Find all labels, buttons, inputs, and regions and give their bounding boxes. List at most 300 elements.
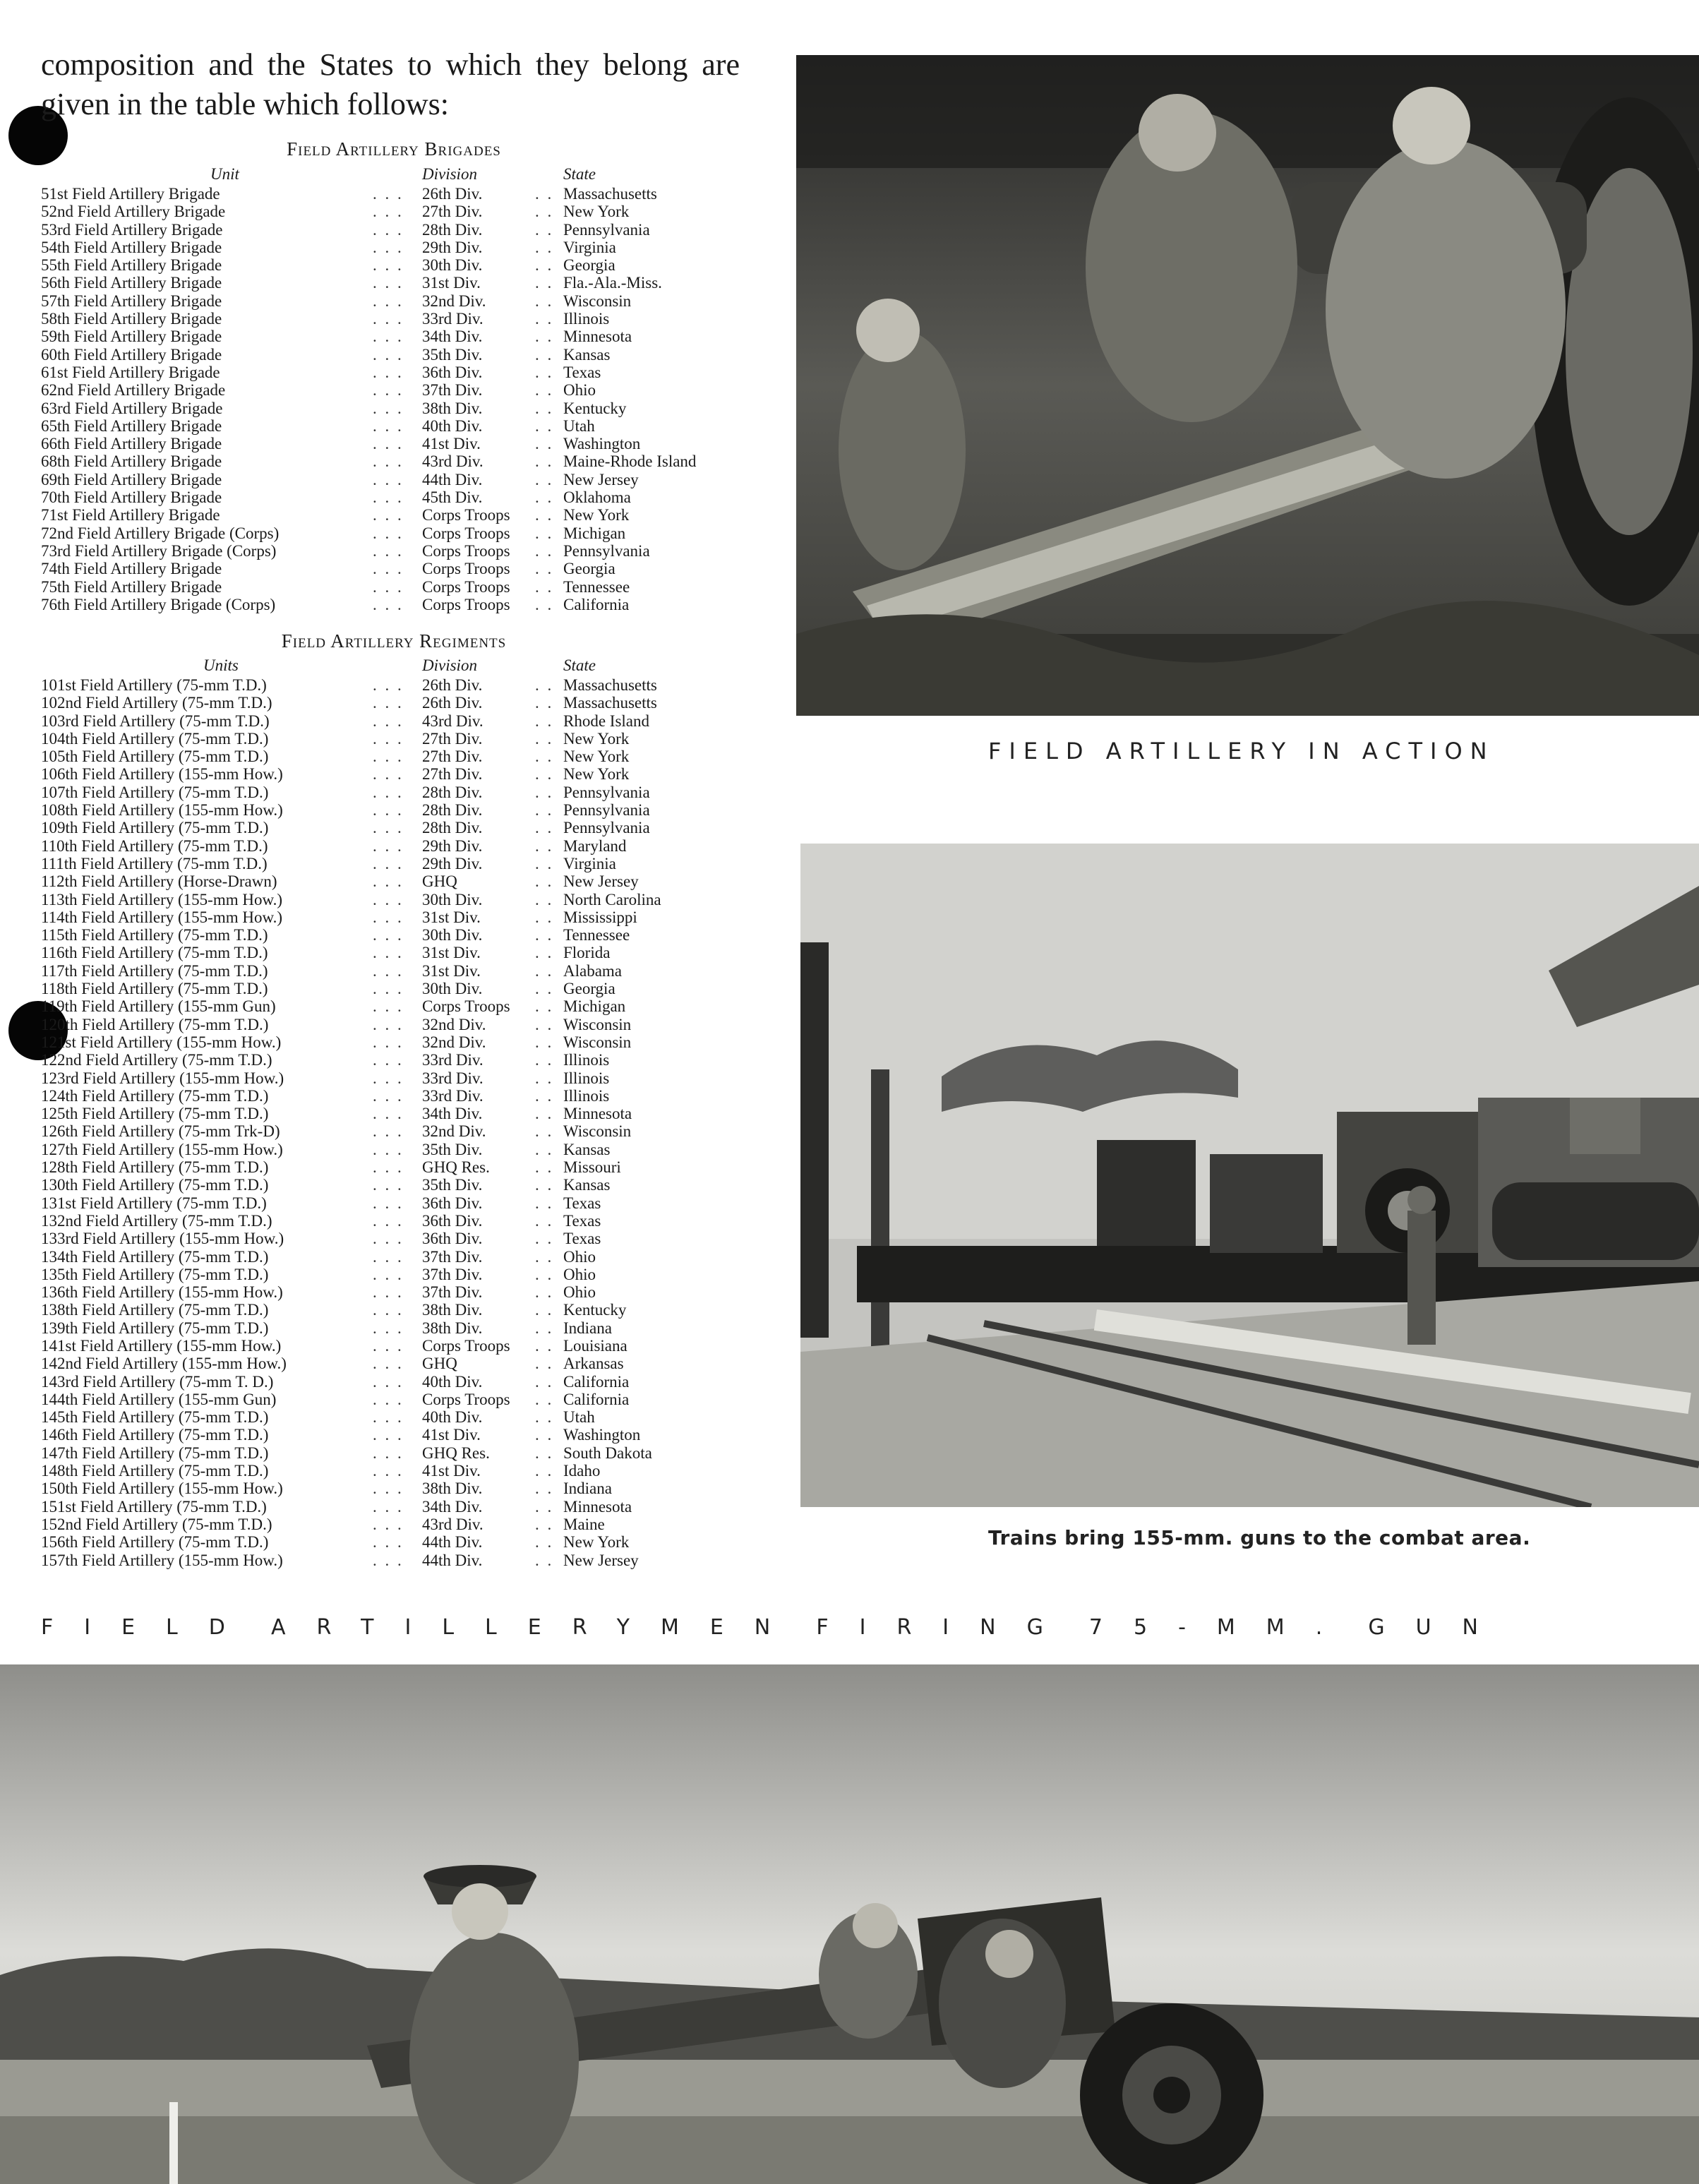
table-row <box>41 488 747 506</box>
dot-leader: . . <box>535 452 554 471</box>
unit-cell: 65th Field Artillery Brigade <box>41 416 222 435</box>
dot-leader: . . . <box>373 1140 404 1158</box>
state-cell: Michigan <box>563 997 626 1016</box>
division-cell: 38th Div. <box>422 1480 483 1498</box>
dot-leader: . . <box>535 1283 554 1302</box>
division-cell: Corps Troops <box>422 577 510 596</box>
dot-leader: . . . <box>373 765 404 784</box>
dot-leader: . . . <box>373 1462 404 1480</box>
table-row <box>41 765 747 783</box>
unit-cell: 58th Field Artillery Brigade <box>41 310 222 328</box>
dot-leader: . . <box>535 1176 554 1194</box>
unit-cell: 142nd Field Artillery (155-mm How.) <box>41 1355 287 1373</box>
column-header-state: State <box>563 165 596 183</box>
division-cell: 35th Div. <box>422 345 483 364</box>
dot-leader: . . <box>535 506 554 524</box>
dot-leader: . . <box>535 890 554 908</box>
dot-leader: . . . <box>373 1194 404 1212</box>
table-row <box>41 256 747 274</box>
unit-cell: 121st Field Artillery (155-mm How.) <box>41 1033 282 1051</box>
state-cell: Maine-Rhode Island <box>563 452 697 471</box>
photo-train-with-tractors <box>800 844 1699 1507</box>
dot-leader: . . <box>535 416 554 435</box>
table-row <box>41 1355 747 1372</box>
division-cell: 43rd Div. <box>422 1515 484 1533</box>
unit-cell: 59th Field Artillery Brigade <box>41 328 222 346</box>
division-cell: 37th Div. <box>422 381 483 400</box>
state-cell: Pennsylvania <box>563 541 650 560</box>
unit-cell: 115th Field Artillery (75-mm T.D.) <box>41 926 268 944</box>
photo-trains-155mm-guns <box>800 844 1699 1507</box>
unit-cell: 131st Field Artillery (75-mm T.D.) <box>41 1194 267 1212</box>
table-row <box>41 435 747 452</box>
table-row <box>41 1105 747 1122</box>
division-cell: 29th Div. <box>422 854 483 872</box>
unit-cell: 73rd Field Artillery Brigade (Corps) <box>41 541 277 560</box>
state-cell: Minnesota <box>563 1105 632 1123</box>
state-cell: Idaho <box>563 1462 601 1480</box>
dot-leader: . . . <box>373 1086 404 1105</box>
dot-leader: . . . <box>373 1033 404 1051</box>
state-cell: Louisiana <box>563 1336 628 1355</box>
table-row <box>41 730 747 748</box>
table-row <box>41 578 747 596</box>
column-header-unit: Unit <box>210 165 239 183</box>
dot-leader: . . <box>535 1533 554 1552</box>
table-row <box>41 819 747 836</box>
dot-leader: . . <box>535 944 554 962</box>
dot-leader: . . . <box>373 310 404 328</box>
state-cell: Pennsylvania <box>563 783 650 801</box>
unit-cell: 145th Field Artillery (75-mm T.D.) <box>41 1408 269 1427</box>
caption-word: GUN <box>1368 1615 1509 1640</box>
unit-cell: 114th Field Artillery (155-mm How.) <box>41 908 282 926</box>
table-row <box>41 328 747 345</box>
table-row <box>41 596 747 613</box>
state-cell: Minnesota <box>563 328 632 346</box>
table-row <box>41 784 747 801</box>
state-cell: Kansas <box>563 1176 611 1194</box>
state-cell: California <box>563 595 630 613</box>
state-cell: California <box>563 1372 630 1391</box>
table-row <box>41 1426 747 1444</box>
dot-leader: . . . <box>373 1390 404 1408</box>
division-cell: 32nd Div. <box>422 1033 486 1051</box>
dot-leader: . . . <box>373 488 404 507</box>
unit-cell: 55th Field Artillery Brigade <box>41 256 222 275</box>
division-cell: 37th Div. <box>422 1283 483 1302</box>
table-row <box>41 1033 747 1051</box>
state-cell: South Dakota <box>563 1444 652 1462</box>
state-cell: Minnesota <box>563 1497 632 1516</box>
unit-cell: 127th Field Artillery (155-mm How.) <box>41 1140 283 1158</box>
division-cell: 38th Div. <box>422 1319 483 1337</box>
photo-soldiers-loading-gun <box>796 55 1699 716</box>
division-cell: 28th Div. <box>422 220 483 239</box>
table-row <box>41 1158 747 1176</box>
unit-cell: 53rd Field Artillery Brigade <box>41 220 223 239</box>
unit-cell: 109th Field Artillery (75-mm T.D.) <box>41 819 269 837</box>
dot-leader: . . . <box>373 1158 404 1177</box>
dot-leader: . . <box>535 399 554 417</box>
dot-leader: . . <box>535 292 554 310</box>
state-cell: Illinois <box>563 1086 610 1105</box>
dot-leader: . . <box>535 1122 554 1141</box>
unit-cell: 126th Field Artillery (75-mm Trk-D) <box>41 1122 280 1141</box>
table-row <box>41 748 747 765</box>
table-row <box>41 524 747 542</box>
state-cell: Georgia <box>563 980 616 998</box>
state-cell: Texas <box>563 363 601 381</box>
dot-leader: . . <box>535 1265 554 1283</box>
division-cell: Corps Troops <box>422 595 510 613</box>
unit-cell: 74th Field Artillery Brigade <box>41 560 222 578</box>
division-cell: 31st Div. <box>422 908 481 926</box>
division-cell: Corps Troops <box>422 560 510 578</box>
table-row <box>41 310 747 328</box>
dot-leader: . . <box>535 363 554 381</box>
state-cell: Kentucky <box>563 399 627 417</box>
dot-leader: . . <box>535 577 554 596</box>
dot-leader: . . . <box>373 238 404 256</box>
dot-leader: . . <box>535 1336 554 1355</box>
division-cell: 27th Div. <box>422 729 483 748</box>
state-cell: New York <box>563 748 630 766</box>
state-cell: North Carolina <box>563 890 661 908</box>
table-row <box>41 908 747 926</box>
dot-leader: . . . <box>373 890 404 908</box>
dot-leader: . . <box>535 676 554 694</box>
state-cell: New Jersey <box>563 470 639 488</box>
dot-leader: . . <box>535 997 554 1016</box>
unit-cell: 152nd Field Artillery (75-mm T.D.) <box>41 1515 272 1533</box>
dot-leader: . . . <box>373 1211 404 1230</box>
dot-leader: . . . <box>373 470 404 488</box>
dot-leader: . . . <box>373 595 404 613</box>
state-cell: Oklahoma <box>563 488 631 507</box>
division-cell: 30th Div. <box>422 980 483 998</box>
dot-leader: . . . <box>373 1176 404 1194</box>
state-cell: Wisconsin <box>563 1015 632 1033</box>
unit-cell: 135th Field Artillery (75-mm T.D.) <box>41 1265 269 1283</box>
state-cell: Kansas <box>563 1140 611 1158</box>
dot-leader: . . . <box>373 560 404 578</box>
unit-cell: 70th Field Artillery Brigade <box>41 488 222 507</box>
dot-leader: . . . <box>373 926 404 944</box>
unit-cell: 112th Field Artillery (Horse-Drawn) <box>41 872 277 891</box>
caption-word: ARTILLERYMEN <box>270 1615 802 1640</box>
dot-leader: . . . <box>373 694 404 712</box>
dot-leader: . . <box>535 238 554 256</box>
table-row <box>41 1016 747 1033</box>
division-cell: 34th Div. <box>422 1497 483 1516</box>
dot-leader: . . . <box>373 203 404 221</box>
regiments-table <box>41 676 747 1569</box>
dot-leader: . . <box>535 560 554 578</box>
table-row <box>41 221 747 239</box>
unit-cell: 71st Field Artillery Brigade <box>41 506 220 524</box>
dot-leader: . . <box>535 524 554 542</box>
dot-leader: . . <box>535 1390 554 1408</box>
photo-75mm-gun-crew <box>0 1664 1699 2184</box>
table-row <box>41 944 747 961</box>
unit-cell: 105th Field Artillery (75-mm T.D.) <box>41 748 269 766</box>
dot-leader: . . . <box>373 712 404 730</box>
table-row <box>41 1087 747 1105</box>
division-cell: 44th Div. <box>422 470 483 488</box>
table-row <box>41 1283 747 1301</box>
state-cell: Arkansas <box>563 1355 624 1373</box>
state-cell: Texas <box>563 1230 601 1248</box>
division-cell: 33rd Div. <box>422 1051 484 1069</box>
division-cell: 34th Div. <box>422 328 483 346</box>
table-row <box>41 274 747 292</box>
division-cell: 33rd Div. <box>422 1086 484 1105</box>
state-cell: Wisconsin <box>563 1033 632 1051</box>
unit-cell: 147th Field Artillery (75-mm T.D.) <box>41 1444 269 1462</box>
table-row <box>41 1552 747 1569</box>
division-cell: 35th Div. <box>422 1140 483 1158</box>
division-cell: GHQ Res. <box>422 1444 490 1462</box>
regiments-column-headers <box>41 656 747 673</box>
dot-leader: . . <box>535 819 554 837</box>
photo-artillerymen-firing-75mm <box>0 1664 1699 2184</box>
dot-leader: . . <box>535 908 554 926</box>
unit-cell: 150th Field Artillery (155-mm How.) <box>41 1480 283 1498</box>
division-cell: 34th Div. <box>422 1105 483 1123</box>
table-row <box>41 712 747 730</box>
state-cell: Texas <box>563 1211 601 1230</box>
state-cell: Georgia <box>563 560 616 578</box>
division-cell: 26th Div. <box>422 185 483 203</box>
unit-cell: 133rd Field Artillery (155-mm How.) <box>41 1230 284 1248</box>
dot-leader: . . <box>535 1033 554 1051</box>
dot-leader: . . <box>535 748 554 766</box>
column-header-state: State <box>563 656 596 674</box>
division-cell: Corps Troops <box>422 524 510 542</box>
dot-leader: . . <box>535 980 554 998</box>
dot-leader: . . . <box>373 416 404 435</box>
dot-leader: . . <box>535 220 554 239</box>
dot-leader: . . <box>535 783 554 801</box>
dot-leader: . . . <box>373 1497 404 1516</box>
table-row <box>41 962 747 980</box>
unit-cell: 157th Field Artillery (155-mm How.) <box>41 1551 283 1569</box>
dot-leader: . . . <box>373 1122 404 1141</box>
unit-cell: 119th Field Artillery (155-mm Gun) <box>41 997 276 1016</box>
division-cell: 44th Div. <box>422 1551 483 1569</box>
state-cell: Kansas <box>563 345 611 364</box>
dot-leader: . . . <box>373 577 404 596</box>
table-row <box>41 1462 747 1480</box>
table-row <box>41 1337 747 1355</box>
caption-word: FIRING <box>816 1615 1074 1640</box>
table-row <box>41 1212 747 1230</box>
dot-leader: . . . <box>373 220 404 239</box>
regiments-heading: Field Artillery Regiments <box>281 630 507 652</box>
dot-leader: . . <box>535 1319 554 1337</box>
state-cell: Pennsylvania <box>563 220 650 239</box>
brigades-column-headers <box>41 165 747 182</box>
dot-leader: . . . <box>373 1372 404 1391</box>
table-row <box>41 801 747 819</box>
table-row <box>41 1176 747 1194</box>
division-cell: 30th Div. <box>422 926 483 944</box>
unit-cell: 102nd Field Artillery (75-mm T.D.) <box>41 694 272 712</box>
unit-cell: 141st Field Artillery (155-mm How.) <box>41 1336 282 1355</box>
dot-leader: . . <box>535 961 554 980</box>
dot-leader: . . <box>535 801 554 820</box>
division-cell: GHQ Res. <box>422 1158 490 1177</box>
dot-leader: . . . <box>373 1069 404 1087</box>
dot-leader: . . <box>535 729 554 748</box>
dot-leader: . . . <box>373 256 404 275</box>
table-row <box>41 1516 747 1533</box>
state-cell: Georgia <box>563 256 616 275</box>
dot-leader: . . <box>535 1301 554 1319</box>
column-header-division: Division <box>422 656 477 674</box>
state-cell: Tennessee <box>563 926 630 944</box>
division-cell: 35th Div. <box>422 1176 483 1194</box>
dot-leader: . . <box>535 1194 554 1212</box>
unit-cell: 144th Field Artillery (155-mm Gun) <box>41 1390 277 1408</box>
dot-leader: . . . <box>373 1247 404 1266</box>
dot-leader: . . <box>535 470 554 488</box>
division-cell: 33rd Div. <box>422 1069 484 1087</box>
dot-leader: . . <box>535 712 554 730</box>
dot-leader: . . . <box>373 1355 404 1373</box>
dot-leader: . . <box>535 1515 554 1533</box>
division-cell: Corps Troops <box>422 997 510 1016</box>
dot-leader: . . <box>535 926 554 944</box>
unit-cell: 51st Field Artillery Brigade <box>41 185 220 203</box>
dot-leader: . . <box>535 872 554 891</box>
table-row <box>41 997 747 1015</box>
division-cell: 43rd Div. <box>422 452 484 471</box>
dot-leader: . . <box>535 1444 554 1462</box>
dot-leader: . . . <box>373 1480 404 1498</box>
dot-leader: . . . <box>373 676 404 694</box>
state-cell: Washington <box>563 1426 641 1444</box>
state-cell: Massachusetts <box>563 676 657 694</box>
division-cell: 40th Div. <box>422 1408 483 1427</box>
dot-leader: . . . <box>373 748 404 766</box>
table-row <box>41 452 747 470</box>
unit-cell: 66th Field Artillery Brigade <box>41 435 222 453</box>
state-cell: Massachusetts <box>563 694 657 712</box>
state-cell: Fla.-Ala.-Miss. <box>563 274 662 292</box>
dot-leader: . . . <box>373 328 404 346</box>
state-cell: Alabama <box>563 961 623 980</box>
state-cell: New Jersey <box>563 1551 639 1569</box>
dot-leader: . . <box>535 1462 554 1480</box>
dot-leader: . . . <box>373 435 404 453</box>
dot-leader: . . . <box>373 997 404 1016</box>
unit-cell: 104th Field Artillery (75-mm T.D.) <box>41 729 269 748</box>
dot-leader: . . . <box>373 274 404 292</box>
state-cell: Tennessee <box>563 577 630 596</box>
unit-cell: 75th Field Artillery Brigade <box>41 577 222 596</box>
dot-leader: . . . <box>373 1015 404 1033</box>
dot-leader: . . . <box>373 1265 404 1283</box>
division-cell: 41st Div. <box>422 1426 481 1444</box>
unit-cell: 62nd Field Artillery Brigade <box>41 381 226 400</box>
dot-leader: . . <box>535 1355 554 1373</box>
table-row <box>41 1480 747 1497</box>
division-cell: 38th Div. <box>422 399 483 417</box>
dot-leader: . . <box>535 1069 554 1087</box>
unit-cell: 122nd Field Artillery (75-mm T.D.) <box>41 1051 272 1069</box>
dot-leader: . . . <box>373 1426 404 1444</box>
division-cell: GHQ <box>422 872 457 891</box>
state-cell: Washington <box>563 435 641 453</box>
table-row <box>41 381 747 399</box>
dot-leader: . . . <box>373 1283 404 1302</box>
caption-word: FIELD <box>41 1615 256 1640</box>
dot-leader: . . . <box>373 1444 404 1462</box>
division-cell: 27th Div. <box>422 765 483 784</box>
division-cell: 44th Div. <box>422 1533 483 1552</box>
dot-leader: . . . <box>373 1051 404 1069</box>
state-cell: Virginia <box>563 238 616 256</box>
division-cell: 27th Div. <box>422 203 483 221</box>
table-row <box>41 1122 747 1140</box>
state-cell: Maryland <box>563 836 627 855</box>
column-header-units: Units <box>203 656 239 674</box>
brigades-heading: Field Artillery Brigades <box>287 138 501 160</box>
dot-leader: . . . <box>373 836 404 855</box>
unit-cell: 76th Field Artillery Brigade (Corps) <box>41 595 276 613</box>
division-cell: 36th Div. <box>422 1230 483 1248</box>
brigades-table <box>41 185 747 613</box>
unit-cell: 103rd Field Artillery (75-mm T.D.) <box>41 712 270 730</box>
dot-leader: . . . <box>373 1551 404 1569</box>
unit-cell: 52nd Field Artillery Brigade <box>41 203 226 221</box>
division-cell: 37th Div. <box>422 1265 483 1283</box>
intro-paragraph: composition and the States to which they belong are given in the table which follows: <box>41 47 740 121</box>
unit-cell: 72nd Field Artillery Brigade (Corps) <box>41 524 280 542</box>
state-cell: New York <box>563 1533 630 1552</box>
unit-cell: 69th Field Artillery Brigade <box>41 470 222 488</box>
state-cell: Mississippi <box>563 908 637 926</box>
table-row <box>41 855 747 872</box>
table-row <box>41 926 747 944</box>
dot-leader: . . . <box>373 1533 404 1552</box>
table-row <box>41 542 747 560</box>
state-cell: Rhode Island <box>563 712 650 730</box>
table-row <box>41 1319 747 1337</box>
unit-cell: 113th Field Artillery (155-mm How.) <box>41 890 282 908</box>
unit-cell: 60th Field Artillery Brigade <box>41 345 222 364</box>
division-cell: 28th Div. <box>422 801 483 820</box>
division-cell: 31st Div. <box>422 944 481 962</box>
unit-cell: 136th Field Artillery (155-mm How.) <box>41 1283 283 1302</box>
unit-cell: 107th Field Artillery (75-mm T.D.) <box>41 783 269 801</box>
unit-cell: 120th Field Artillery (75-mm T.D.) <box>41 1015 269 1033</box>
division-cell: 36th Div. <box>422 1211 483 1230</box>
state-cell: New York <box>563 729 630 748</box>
state-cell: Ohio <box>563 1265 596 1283</box>
table-row <box>41 837 747 855</box>
table-row <box>41 400 747 417</box>
unit-cell: 143rd Field Artillery (75-mm T. D.) <box>41 1372 274 1391</box>
dot-leader: . . <box>535 1497 554 1516</box>
division-cell: GHQ <box>422 1355 457 1373</box>
dot-leader: . . <box>535 310 554 328</box>
dot-leader: . . . <box>373 345 404 364</box>
division-cell: 43rd Div. <box>422 712 484 730</box>
table-row <box>41 1408 747 1426</box>
